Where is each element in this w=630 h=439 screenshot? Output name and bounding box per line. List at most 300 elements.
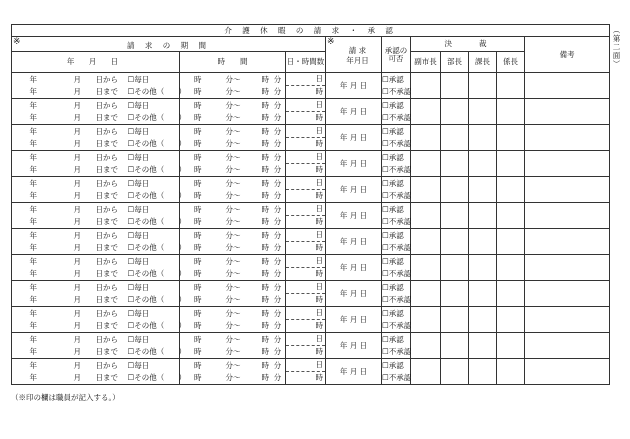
start-minute-cell[interactable] xyxy=(226,151,256,164)
from-day-cell[interactable] xyxy=(90,73,128,86)
year-cell[interactable] xyxy=(30,190,52,203)
section-chief-seal[interactable] xyxy=(469,359,497,385)
director-seal[interactable] xyxy=(441,333,469,359)
start-minute-cell[interactable] xyxy=(226,242,256,255)
approved-cell[interactable] xyxy=(382,177,411,190)
other-option-cell[interactable] xyxy=(127,190,187,203)
not-approved-cell[interactable] xyxy=(382,372,411,385)
month-cell[interactable] xyxy=(74,229,90,242)
other-option-cell[interactable] xyxy=(127,346,187,359)
daily-option-cell[interactable] xyxy=(128,125,180,138)
end-time-cell[interactable] xyxy=(256,307,286,320)
year-cell[interactable] xyxy=(30,151,52,164)
not-approved-cell[interactable] xyxy=(382,190,411,203)
year-cell[interactable] xyxy=(30,320,52,333)
from-day-cell[interactable] xyxy=(90,177,128,190)
remarks-cell[interactable] xyxy=(525,281,610,307)
section-chief-seal[interactable] xyxy=(469,177,497,203)
to-day-cell[interactable] xyxy=(90,190,128,203)
section-chief-seal[interactable] xyxy=(469,281,497,307)
month-cell[interactable] xyxy=(74,281,90,294)
approved-cell[interactable] xyxy=(382,99,411,112)
start-minute-cell[interactable] xyxy=(226,359,256,372)
approved-cell[interactable] xyxy=(382,203,411,216)
not-approved-cell[interactable] xyxy=(382,138,411,151)
not-approved-cell[interactable] xyxy=(382,294,411,307)
to-day-cell[interactable] xyxy=(90,86,128,99)
end-time-cell[interactable] xyxy=(256,281,286,294)
month-cell[interactable] xyxy=(74,294,90,307)
year-cell[interactable] xyxy=(30,359,52,372)
approved-cell[interactable] xyxy=(382,359,411,372)
month-cell[interactable] xyxy=(74,216,90,229)
subsection-chief-seal[interactable] xyxy=(497,125,525,151)
to-day-cell[interactable] xyxy=(90,112,128,125)
other-option-cell[interactable] xyxy=(127,320,187,333)
subsection-chief-seal[interactable] xyxy=(497,177,525,203)
subsection-chief-seal[interactable] xyxy=(497,333,525,359)
year-cell[interactable] xyxy=(30,203,52,216)
remarks-cell[interactable] xyxy=(525,125,610,151)
start-minute-cell[interactable] xyxy=(226,255,256,268)
request-date-cell[interactable] xyxy=(326,125,382,151)
days-count-cell[interactable] xyxy=(286,307,326,320)
not-approved-cell[interactable] xyxy=(382,216,411,229)
year-cell[interactable] xyxy=(30,242,52,255)
subsection-chief-seal[interactable] xyxy=(497,281,525,307)
subsection-chief-seal[interactable] xyxy=(497,73,525,99)
month-cell[interactable] xyxy=(74,177,90,190)
end-time-cell[interactable] xyxy=(256,372,286,385)
not-approved-cell[interactable] xyxy=(382,346,411,359)
month-cell[interactable] xyxy=(74,86,90,99)
to-day-cell[interactable] xyxy=(90,138,128,151)
remarks-cell[interactable] xyxy=(525,99,610,125)
subsection-chief-seal[interactable] xyxy=(497,307,525,333)
year-cell[interactable] xyxy=(30,216,52,229)
approved-cell[interactable] xyxy=(382,125,411,138)
days-count-cell[interactable] xyxy=(286,203,326,216)
end-time-cell[interactable] xyxy=(256,255,286,268)
year-cell[interactable] xyxy=(30,294,52,307)
year-cell[interactable] xyxy=(30,138,52,151)
request-date-cell[interactable] xyxy=(326,333,382,359)
section-chief-seal[interactable] xyxy=(469,125,497,151)
approved-cell[interactable] xyxy=(382,333,411,346)
director-seal[interactable] xyxy=(441,151,469,177)
daily-option-cell[interactable] xyxy=(128,73,180,86)
deputy-mayor-seal[interactable] xyxy=(411,359,441,385)
end-time-cell[interactable] xyxy=(256,216,286,229)
daily-option-cell[interactable] xyxy=(128,229,180,242)
from-day-cell[interactable] xyxy=(90,151,128,164)
days-count-cell[interactable] xyxy=(286,177,326,190)
daily-option-cell[interactable] xyxy=(128,151,180,164)
subsection-chief-seal[interactable] xyxy=(497,359,525,385)
to-day-cell[interactable] xyxy=(90,346,128,359)
remarks-cell[interactable] xyxy=(525,307,610,333)
end-time-cell[interactable] xyxy=(256,86,286,99)
to-day-cell[interactable] xyxy=(90,294,128,307)
subsection-chief-seal[interactable] xyxy=(497,99,525,125)
start-minute-cell[interactable] xyxy=(226,281,256,294)
request-date-cell[interactable] xyxy=(326,255,382,281)
deputy-mayor-seal[interactable] xyxy=(411,281,441,307)
deputy-mayor-seal[interactable] xyxy=(411,333,441,359)
from-day-cell[interactable] xyxy=(90,203,128,216)
hours-count-cell[interactable] xyxy=(286,86,326,99)
other-option-cell[interactable] xyxy=(127,112,187,125)
other-option-cell[interactable] xyxy=(127,138,187,151)
to-day-cell[interactable] xyxy=(90,216,128,229)
start-hour-cell[interactable] xyxy=(180,138,216,151)
hours-count-cell[interactable] xyxy=(286,242,326,255)
daily-option-cell[interactable] xyxy=(128,333,180,346)
request-date-cell[interactable] xyxy=(326,281,382,307)
start-hour-cell[interactable] xyxy=(180,307,216,320)
deputy-mayor-seal[interactable] xyxy=(411,307,441,333)
to-day-cell[interactable] xyxy=(90,268,128,281)
end-time-cell[interactable] xyxy=(256,229,286,242)
approved-cell[interactable] xyxy=(382,255,411,268)
year-cell[interactable] xyxy=(30,177,52,190)
start-minute-cell[interactable] xyxy=(226,125,256,138)
not-approved-cell[interactable] xyxy=(382,164,411,177)
deputy-mayor-seal[interactable] xyxy=(411,203,441,229)
month-cell[interactable] xyxy=(74,320,90,333)
start-hour-cell[interactable] xyxy=(180,333,216,346)
start-hour-cell[interactable] xyxy=(180,99,216,112)
hours-count-cell[interactable] xyxy=(286,216,326,229)
start-hour-cell[interactable] xyxy=(180,190,216,203)
end-time-cell[interactable] xyxy=(256,359,286,372)
month-cell[interactable] xyxy=(74,151,90,164)
year-cell[interactable] xyxy=(30,281,52,294)
other-option-cell[interactable] xyxy=(127,164,187,177)
not-approved-cell[interactable] xyxy=(382,86,411,99)
hours-count-cell[interactable] xyxy=(286,294,326,307)
year-cell[interactable] xyxy=(30,268,52,281)
end-time-cell[interactable] xyxy=(256,164,286,177)
start-hour-cell[interactable] xyxy=(180,294,216,307)
year-cell[interactable] xyxy=(30,333,52,346)
director-seal[interactable] xyxy=(441,281,469,307)
days-count-cell[interactable] xyxy=(286,125,326,138)
from-day-cell[interactable] xyxy=(90,125,128,138)
start-minute-cell[interactable] xyxy=(226,294,256,307)
daily-option-cell[interactable] xyxy=(128,99,180,112)
start-hour-cell[interactable] xyxy=(180,86,216,99)
approved-cell[interactable] xyxy=(382,307,411,320)
other-option-cell[interactable] xyxy=(127,268,187,281)
director-seal[interactable] xyxy=(441,307,469,333)
month-label: 月 xyxy=(73,256,81,266)
subsection-chief-seal[interactable] xyxy=(497,203,525,229)
start-minute-cell[interactable] xyxy=(226,164,256,177)
start-minute-cell[interactable] xyxy=(226,307,256,320)
request-date-cell[interactable] xyxy=(326,203,382,229)
other-close: ） xyxy=(178,295,187,304)
approved-cell[interactable] xyxy=(382,281,411,294)
start-hour-cell[interactable] xyxy=(180,268,216,281)
subsection-chief-header: 係長 xyxy=(497,52,525,73)
start-hour-cell[interactable] xyxy=(180,216,216,229)
section-chief-seal[interactable] xyxy=(469,73,497,99)
year-label: 年 xyxy=(29,347,37,356)
year-cell[interactable] xyxy=(30,164,52,177)
request-date-cell[interactable] xyxy=(326,151,382,177)
month-label: 月 xyxy=(73,230,81,240)
start-hour-cell[interactable] xyxy=(180,125,216,138)
section-chief-seal[interactable] xyxy=(469,151,497,177)
deputy-mayor-seal[interactable] xyxy=(411,73,441,99)
month-cell[interactable] xyxy=(74,73,90,86)
month-cell[interactable] xyxy=(74,190,90,203)
director-seal[interactable] xyxy=(441,99,469,125)
director-seal[interactable] xyxy=(441,73,469,99)
start-hour-cell[interactable] xyxy=(180,320,216,333)
approved-cell[interactable] xyxy=(382,151,411,164)
month-cell[interactable] xyxy=(74,255,90,268)
start-minute-cell[interactable] xyxy=(226,86,256,99)
start-hour-cell[interactable] xyxy=(180,203,216,216)
year-cell[interactable] xyxy=(30,86,52,99)
month-cell[interactable] xyxy=(74,359,90,372)
daily-option-cell[interactable] xyxy=(128,281,180,294)
end-time-cell[interactable] xyxy=(256,203,286,216)
subsection-chief-seal[interactable] xyxy=(497,229,525,255)
daily-option-cell[interactable] xyxy=(128,255,180,268)
end-time-cell[interactable] xyxy=(256,177,286,190)
not-approved-cell[interactable] xyxy=(382,320,411,333)
year-cell[interactable] xyxy=(30,73,52,86)
start-minute-cell[interactable] xyxy=(226,190,256,203)
remarks-cell[interactable] xyxy=(525,359,610,385)
days-count-cell[interactable] xyxy=(286,281,326,294)
request-date-value: 年 月 日 xyxy=(339,262,368,272)
remarks-cell[interactable] xyxy=(525,177,610,203)
month-cell[interactable] xyxy=(74,99,90,112)
hours-count-cell[interactable] xyxy=(286,164,326,177)
director-seal[interactable] xyxy=(441,255,469,281)
year-cell[interactable] xyxy=(30,112,52,125)
start-minute-cell[interactable] xyxy=(226,138,256,151)
start-minute-cell[interactable] xyxy=(226,177,256,190)
days-count-cell[interactable] xyxy=(286,255,326,268)
approved-cell[interactable] xyxy=(382,229,411,242)
start-minute-cell[interactable] xyxy=(226,216,256,229)
month-cell[interactable] xyxy=(74,333,90,346)
hour-label: 時 xyxy=(194,152,202,162)
deputy-mayor-seal[interactable] xyxy=(411,177,441,203)
end-time-cell[interactable] xyxy=(256,73,286,86)
request-date-cell[interactable] xyxy=(326,177,382,203)
month-cell[interactable] xyxy=(74,138,90,151)
not-approved-cell[interactable] xyxy=(382,242,411,255)
remarks-cell[interactable] xyxy=(525,73,610,99)
end-time-cell[interactable] xyxy=(256,138,286,151)
request-date-cell[interactable] xyxy=(326,307,382,333)
start-hour-cell[interactable] xyxy=(180,242,216,255)
end-time-cell[interactable] xyxy=(256,320,286,333)
end-time-cell[interactable] xyxy=(256,99,286,112)
month-cell[interactable] xyxy=(74,125,90,138)
request-date-cell[interactable] xyxy=(326,99,382,125)
days-count-cell[interactable] xyxy=(286,333,326,346)
start-hour-cell[interactable] xyxy=(180,281,216,294)
hour-label: 時 xyxy=(261,100,269,110)
month-cell[interactable] xyxy=(74,268,90,281)
start-hour-cell[interactable] xyxy=(180,177,216,190)
hours-count-cell[interactable] xyxy=(286,268,326,281)
to-day-cell[interactable] xyxy=(90,242,128,255)
days-count-cell[interactable] xyxy=(286,73,326,86)
end-time-cell[interactable] xyxy=(256,268,286,281)
deputy-mayor-seal[interactable] xyxy=(411,229,441,255)
from-day-cell[interactable] xyxy=(90,255,128,268)
request-date-cell[interactable] xyxy=(326,359,382,385)
start-minute-cell[interactable] xyxy=(226,372,256,385)
other-close: ） xyxy=(178,139,187,148)
other-option-cell[interactable] xyxy=(127,372,187,385)
month-cell[interactable] xyxy=(74,307,90,320)
daily-option-cell[interactable] xyxy=(128,307,180,320)
month-cell[interactable] xyxy=(74,372,90,385)
days-count-cell[interactable] xyxy=(286,151,326,164)
start-minute-cell[interactable] xyxy=(226,73,256,86)
year-cell[interactable] xyxy=(30,99,52,112)
end-time-cell[interactable] xyxy=(256,346,286,359)
year-pad xyxy=(12,333,30,346)
year-cell[interactable] xyxy=(30,346,52,359)
end-time-cell[interactable] xyxy=(256,294,286,307)
remarks-cell[interactable] xyxy=(525,255,610,281)
from-day-cell[interactable] xyxy=(90,359,128,372)
end-time-cell[interactable] xyxy=(256,112,286,125)
start-minute-cell[interactable] xyxy=(226,112,256,125)
other-option-cell[interactable] xyxy=(127,216,187,229)
from-day-cell[interactable] xyxy=(90,281,128,294)
end-time-cell[interactable] xyxy=(256,333,286,346)
section-chief-seal[interactable] xyxy=(469,203,497,229)
hours-label: 時 xyxy=(315,191,323,201)
month-cell[interactable] xyxy=(74,112,90,125)
director-seal[interactable] xyxy=(441,125,469,151)
start-hour-cell[interactable] xyxy=(180,359,216,372)
director-seal[interactable] xyxy=(441,177,469,203)
year-cell[interactable] xyxy=(30,255,52,268)
approved-cell[interactable] xyxy=(382,73,411,86)
deputy-mayor-seal[interactable] xyxy=(411,125,441,151)
to-day-cell[interactable] xyxy=(90,320,128,333)
days-count-cell[interactable] xyxy=(286,359,326,372)
days-count-cell[interactable] xyxy=(286,229,326,242)
section-chief-seal[interactable] xyxy=(469,307,497,333)
year-cell[interactable] xyxy=(30,125,52,138)
start-hour-cell[interactable] xyxy=(180,112,216,125)
director-seal[interactable] xyxy=(441,359,469,385)
end-time-cell[interactable] xyxy=(256,242,286,255)
year-cell[interactable] xyxy=(30,307,52,320)
deputy-mayor-seal[interactable] xyxy=(411,255,441,281)
other-option-cell[interactable] xyxy=(127,294,187,307)
end-time-cell[interactable] xyxy=(256,190,286,203)
deputy-mayor-seal[interactable] xyxy=(411,151,441,177)
other-option-cell[interactable] xyxy=(127,86,187,99)
to-day-cell[interactable] xyxy=(90,164,128,177)
remarks-cell[interactable] xyxy=(525,229,610,255)
section-chief-seal[interactable] xyxy=(469,333,497,359)
start-minute-cell[interactable] xyxy=(226,203,256,216)
request-date-cell[interactable] xyxy=(326,73,382,99)
daily-option-cell[interactable] xyxy=(128,177,180,190)
month-cell[interactable] xyxy=(74,164,90,177)
start-hour-cell[interactable] xyxy=(180,164,216,177)
start-minute-cell[interactable] xyxy=(226,320,256,333)
days-count-cell[interactable] xyxy=(286,99,326,112)
other-option-cell[interactable] xyxy=(127,242,187,255)
start-hour-cell[interactable] xyxy=(180,229,216,242)
end-time-cell[interactable] xyxy=(256,151,286,164)
hours-count-cell[interactable] xyxy=(286,320,326,333)
deputy-mayor-seal[interactable] xyxy=(411,99,441,125)
daily-option-cell[interactable] xyxy=(128,203,180,216)
from-day-cell[interactable] xyxy=(90,333,128,346)
remarks-cell[interactable] xyxy=(525,151,610,177)
director-seal[interactable] xyxy=(441,203,469,229)
start-hour-cell[interactable] xyxy=(180,73,216,86)
not-approved-cell[interactable] xyxy=(382,268,411,281)
remarks-cell[interactable] xyxy=(525,333,610,359)
director-seal[interactable] xyxy=(441,229,469,255)
hours-count-cell[interactable] xyxy=(286,372,326,385)
start-hour-cell[interactable] xyxy=(180,255,216,268)
hours-count-cell[interactable] xyxy=(286,138,326,151)
section-chief-seal[interactable] xyxy=(469,99,497,125)
month-cell[interactable] xyxy=(74,203,90,216)
start-minute-cell[interactable] xyxy=(226,99,256,112)
from-day-cell[interactable] xyxy=(90,307,128,320)
hours-count-cell[interactable] xyxy=(286,346,326,359)
subsection-chief-seal[interactable] xyxy=(497,255,525,281)
from-day-cell[interactable] xyxy=(90,99,128,112)
section-chief-seal[interactable] xyxy=(469,255,497,281)
end-time-cell[interactable] xyxy=(256,125,286,138)
start-hour-cell[interactable] xyxy=(180,151,216,164)
to-day-cell[interactable] xyxy=(90,372,128,385)
month-cell[interactable] xyxy=(74,346,90,359)
year-cell[interactable] xyxy=(30,372,52,385)
year-cell[interactable] xyxy=(30,229,52,242)
section-chief-seal[interactable] xyxy=(469,229,497,255)
remarks-cell[interactable] xyxy=(525,203,610,229)
hours-count-cell[interactable] xyxy=(286,112,326,125)
start-minute-cell[interactable] xyxy=(226,333,256,346)
daily-option-cell[interactable] xyxy=(128,359,180,372)
from-day-cell[interactable] xyxy=(90,229,128,242)
start-hour-cell[interactable] xyxy=(180,372,216,385)
request-date-cell[interactable] xyxy=(326,229,382,255)
start-minute-cell[interactable] xyxy=(226,268,256,281)
subsection-chief-seal[interactable] xyxy=(497,151,525,177)
hours-count-cell[interactable] xyxy=(286,190,326,203)
start-hour-cell[interactable] xyxy=(180,346,216,359)
month-cell[interactable] xyxy=(74,242,90,255)
start-minute-cell[interactable] xyxy=(226,346,256,359)
not-approved-cell[interactable] xyxy=(382,112,411,125)
start-minute-cell[interactable] xyxy=(226,229,256,242)
time-pad xyxy=(216,112,226,125)
